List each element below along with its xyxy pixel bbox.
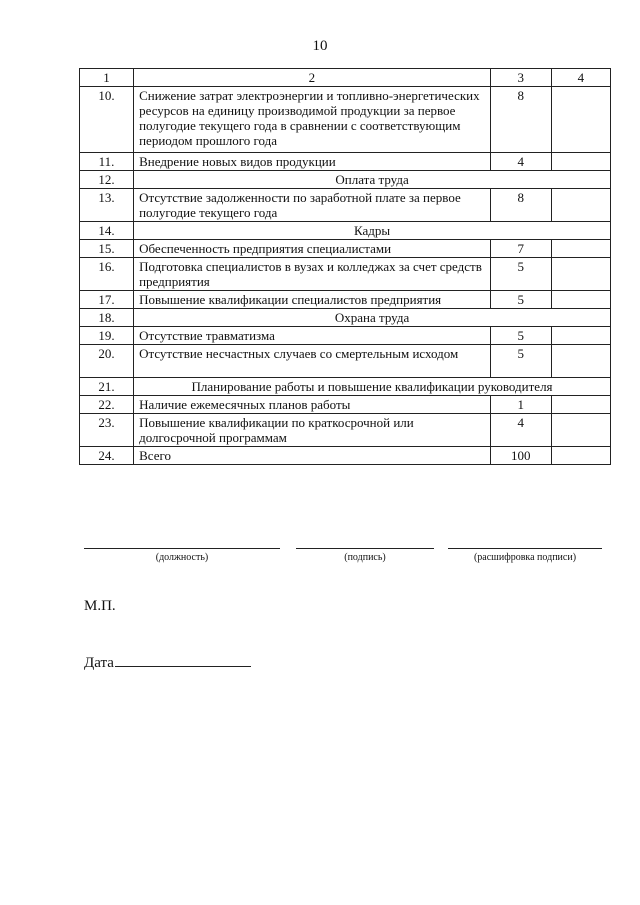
decoding-line [448,548,602,549]
criterion-text: Отсутствие задолженности по заработной плате за первое полугодие текущего года [134,189,491,222]
criterion-score: 5 [490,291,551,309]
row-number: 11. [80,153,134,171]
criterion-text: Обеспеченность предприятия специалистами [134,240,491,258]
section-title: Оплата труда [134,171,611,189]
row-number: 23. [80,414,134,447]
empty-cell [551,291,610,309]
criterion-score: 1 [490,396,551,414]
table-row [80,240,611,258]
row-number: 15. [80,240,134,258]
row-number: 21. [80,378,134,396]
criterion-text: Отсутствие травматизма [134,327,491,345]
empty-cell [551,447,610,465]
criterion-score: 7 [490,240,551,258]
table-row [80,87,611,153]
signature-caption: (подпись) [344,552,386,563]
header-col-3: 3 [490,69,551,87]
criterion-text: Всего [134,447,491,465]
row-number: 19. [80,327,134,345]
section-title: Охрана труда [134,309,611,327]
decoding-caption: (расшифровка подписи) [473,552,577,563]
table-row [80,291,611,309]
criterion-score: 4 [490,153,551,171]
table-row [80,345,611,378]
empty-cell [551,345,610,378]
date-label: Дата [84,655,114,671]
criterion-text: Наличие ежемесячных планов работы [134,396,491,414]
table-section-row [80,309,611,327]
row-number: 22. [80,396,134,414]
criterion-score: 8 [490,87,551,153]
row-number: 14. [80,222,134,240]
row-number: 13. [80,189,134,222]
row-number: 12. [80,171,134,189]
criterion-score: 5 [490,345,551,378]
empty-cell [551,327,610,345]
signature-line [296,548,434,549]
criterion-text: Внедрение новых видов продукции [134,153,491,171]
empty-cell [551,240,610,258]
empty-cell [551,258,610,291]
table-row [80,447,611,465]
date-line [115,652,251,667]
criterion-score: 4 [490,414,551,447]
position-line [84,548,280,549]
criterion-score: 8 [490,189,551,222]
empty-cell [551,153,610,171]
criterion-text: Повышение квалификации специалистов предприятия [134,291,491,309]
header-col-2: 2 [134,69,491,87]
empty-cell [551,87,610,153]
header-col-1: 1 [80,69,134,87]
header-col-4: 4 [551,69,610,87]
table-row [80,189,611,222]
criterion-score: 100 [490,447,551,465]
criterion-text: Отсутствие несчастных случаев со смертельным исходом [134,345,491,378]
row-number: 16. [80,258,134,291]
section-title: Планирование работы и повышение квалификации руководителя [134,378,611,396]
row-number: 24. [80,447,134,465]
table-row [80,327,611,345]
criterion-text: Подготовка специалистов в вузах и колледжах за счет средств предприятия [134,258,491,291]
position-caption: (должность) [155,552,209,563]
table-row [80,396,611,414]
criterion-text: Повышение квалификации по краткосрочной или долгосрочной программам [134,414,491,447]
table-row [80,414,611,447]
row-number: 10. [80,87,134,153]
table-row [80,258,611,291]
empty-cell [551,189,610,222]
criteria-table [79,68,611,465]
section-title: Кадры [134,222,611,240]
criterion-score: 5 [490,258,551,291]
empty-cell [551,414,610,447]
stamp-label: М.П. [84,598,116,614]
table-section-row [80,222,611,240]
table-header-row [80,69,611,87]
criterion-score: 5 [490,327,551,345]
date-field [84,652,251,672]
row-number: 18. [80,309,134,327]
empty-cell [551,396,610,414]
row-number: 20. [80,345,134,378]
row-number: 17. [80,291,134,309]
table-row [80,153,611,171]
table-section-row [80,378,611,396]
criterion-text: Снижение затрат электроэнергии и топливно-энергетических ресурсов на единицу производимой продукции за первое полугодие текущего года в сравнении с соответствующим периодом прошлого года [134,87,491,153]
table-section-row [80,171,611,189]
page-number: 10 [312,38,328,54]
